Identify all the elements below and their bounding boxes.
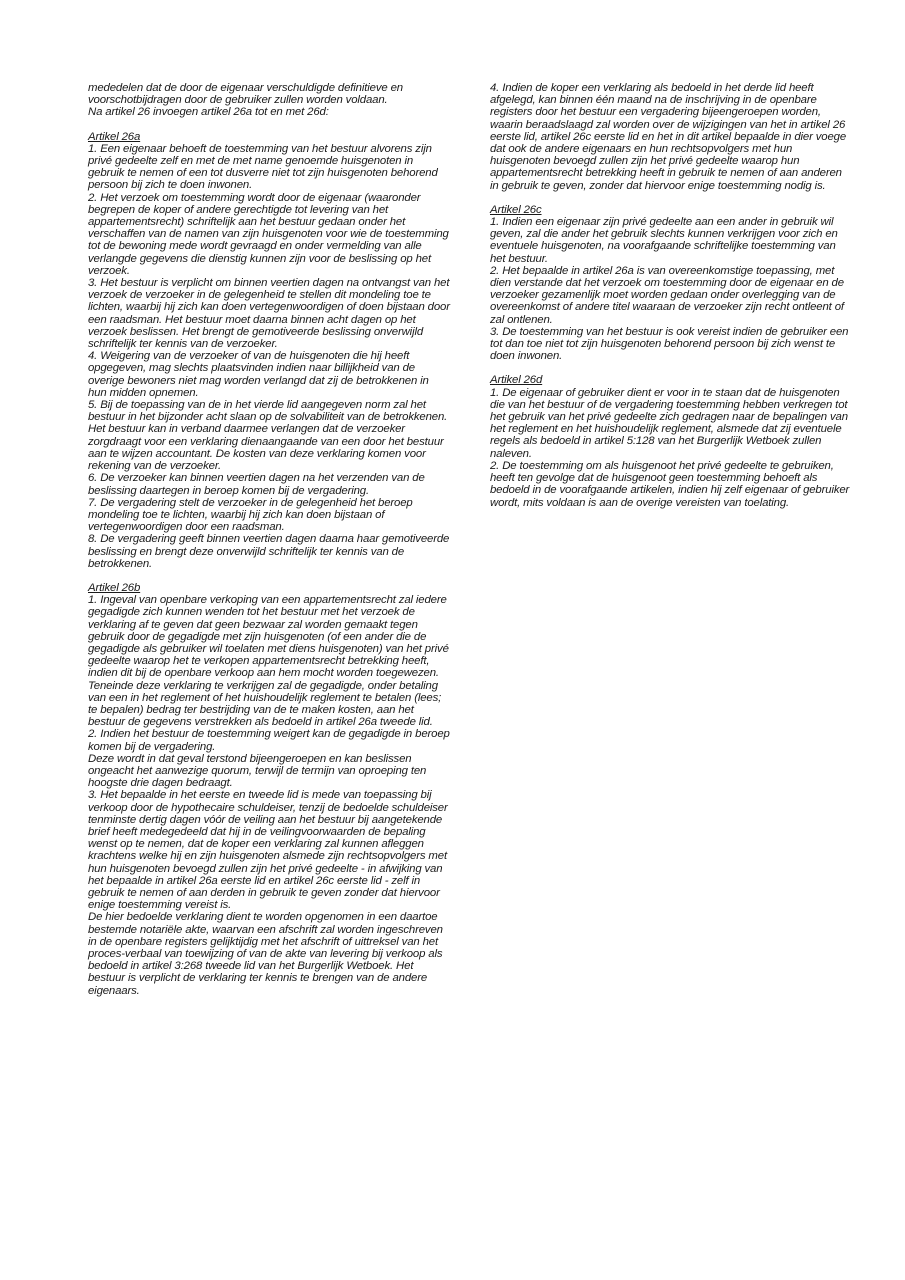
art26a-lid-1: 1. Een eigenaar behoeft de toestemming van het bestuur alvorens zijn privé gedeelte zelf en met de met name genoemde huisgenoten in gebruik te nemen of een tot dusverre niet tot zijn huisgenoten behorend persoon bij zich te doen inwonen. (88, 142, 438, 192)
heading-artikel-26c: Artikel 26c (490, 203, 542, 216)
art26b-lid-1-vervolg: Teneinde deze verklaring te verkrijgen zal de gegadigde, onder betaling van een in het reglement of het huishoudelijk reglement te betalen (lees; te bepalen) bedrag ter bestrijding van de te maken kosten, aan het bestuur de gegevens verstrekken als bedoeld in artikel 26a tweede lid. (88, 679, 442, 729)
art26a-lid-6: 6. De verzoeker kan binnen veertien dagen na het verzenden van de beslissing daartegen in beroep komen bij de vergadering. (88, 472, 425, 497)
art26b-lid-1: 1. Ingeval van openbare verkoping van een appartementsrecht zal iedere gegadigde zich kunnen wenden tot het bestuur met het verzoek de verklaring af te geven dat geen bezwaar zal worden gemaakt tegen gebruik door de gegadigde met zijn huisgenoten (of een ander die de gegadigde als gebruiker wil toelaten met diens huisgenoten) van het privé gedeelte waarop het te verkopen appartementsrecht betrekking heeft, indien dit bij de openbare verkoop aan hem mocht worden toegewezen. (88, 594, 449, 680)
intro-paragraph-2: Na artikel 26 invoegen artikel 26a tot en met 26d: (88, 106, 329, 119)
right-column (490, 82, 852, 509)
art26d-lid-2: 2. De toestemming om als huisgenoot het privé gedeelte te gebruiken, heeft ten gevolge dat de huisgenoot geen toestemming behoeft als bedoeld in de voorafgaande artikelen, indien hij zelf eigenaar of gebruiker wordt, mits voldaan is aan de overige vereisten van toelating. (490, 459, 850, 509)
art26c-lid-2: 2. Het bepaalde in artikel 26a is van overeenkomstige toepassing, met dien verstande dat het verzoek om toestemming door de eigenaar en de verzoeker gezamenlijk moet worden gedaan onder overlegging van de overeenkomst of andere titel waaraan de verzoeker zijn recht ontleent of zal ontlenen. (490, 264, 844, 326)
art26b-lid-4: 4. Indien de koper een verklaring als bedoeld in het derde lid heeft afgelegd, kan binnen één maand na de inschrijving in de openbare registers door het bestuur een vergadering bijeengeroepen worden, waarin beraadslaagd zal worden over de wijzigingen van het in artikel 26 eerste lid, artikel 26c eerste lid en het in dit artikel bepaalde in dier voege dat ook de andere eigenaars en hun rechtsopvolgers met hun huisgenoten bevoegd zullen zijn het privé gedeelte waarop hun appartementsrecht betrekking heeft in gebruik te nemen of aan anderen in gebruik te geven, zonder dat hiervoor enige toestemming nodig is. (490, 82, 847, 192)
art26b-lid-2: 2. Indien het bestuur de toestemming weigert kan de gegadigde in beroep komen bij de vergadering. (88, 728, 450, 753)
heading-artikel-26b: Artikel 26b (88, 581, 141, 594)
art26a-lid-2: 2. Het verzoek om toestemming wordt door de eigenaar (waaronder begrepen de koper of andere gerechtigde tot levering van het appartementsrecht) schriftelijk aan het bestuur gedaan onder het verschaffen van de namen van zijn huisgenoten voor wie de toestemming tot de bewoning mede wordt gevraagd en onder vermelding van alle verlangde gegevens die dienstig kunnen zijn voor de beslissing op het verzoek. (88, 191, 449, 277)
art26a-lid-8: 8. De vergadering geeft binnen veertien dagen daarna haar gemotiveerde beslissing en brengt deze onverwijld schriftelijk ter kennis van de betrokkenen. (88, 533, 450, 570)
art26d-lid-1: 1. De eigenaar of gebruiker dient er voor in te staan dat de huisgenoten die van het bestuur of de vergadering toestemming hebben verkregen tot het gebruik van het privé gedeelte zich gedragen naar de bepalingen van het reglement en het huishoudelijk reglement, alsmede dat zij eventuele regels als bedoeld in artikel 5:128 van het Burgerlijk Wetboek zullen naleven. (490, 386, 848, 460)
art26c-lid-1: 1. Indien een eigenaar zijn privé gedeelte aan een ander in gebruik wil geven, zal die ander het gebruik slechts kunnen verkrijgen voor zich en eventuele huisgenoten, na voorafgaande schriftelijke toestemming van het bestuur. (490, 216, 838, 265)
art26b-lid-3-vervolg: De hier bedoelde verklaring dient te worden opgenomen in een daartoe bestemde notariële akte, waarvan een afschrift zal worden ingeschreven in de openbare registers gelijktijdig met het afschrift of uittreksel van het proces-verbaal van toewijzing of van de akte van levering bij verkoop als bedoeld in artikel 3:268 tweede lid van het Burgerlijk Wetboek. Het bestuur is verplicht de verklaring ter kennis te brengen van de andere eigenaars. (88, 911, 443, 997)
art26a-lid-4: 4. Weigering van de verzoeker of van de huisgenoten die hij heeft opgegeven, mag slechts plaatsvinden indien naar billijkheid van de overige bewoners niet mag worden verlangd dat zij de betrokkenen in hun midden opnemen. (88, 350, 429, 399)
art26a-lid-5: 5. Bij de toepassing van de in het vierde lid aangegeven norm zal het bestuur in het bijzonder acht slaan op de solvabiliteit van de betrokkenen. Het bestuur kan in verband daarmee verlangen dat de verzoeker zorgdraagt voor een verklaring dienaangaande van een door het bestuur aan te wijzen accountant. De kosten van deze verklaring komen voor rekening van de verzoeker. (88, 399, 448, 473)
art26a-lid-7: 7. De vergadering stelt de verzoeker in de gelegenheid het beroep mondeling toe te lichten, waarbij hij zich kan doen bijstaan of vertegenwoordigen door een raadsman. (88, 496, 413, 534)
intro-paragraph-1: mededelen dat de door de eigenaar verschuldigde definitieve en voorschotbijdragen door de gebruiker zullen worden voldaan. (88, 82, 403, 107)
art26c-lid-3: 3. De toestemming van het bestuur is ook vereist indien de gebruiker een tot dan toe niet tot zijn huisgenoten behorend persoon bij zich wenst te doen inwonen. (490, 325, 849, 363)
art26b-lid-2-vervolg: Deze wordt in dat geval terstond bijeengeroepen en kan beslissen ongeacht het aanwezige quorum, terwijl de termijn van oproeping ten hoogste drie dagen bedraagt. (88, 752, 427, 790)
art26a-lid-3: 3. Het bestuur is verplicht om binnen veertien dagen na ontvangst van het verzoek de verzoeker in de gelegenheid te stellen dit mondeling toe te lichten, waarbij hij zich kan doen vertegenwoordigen of doen bijstaan door een raadsman. Het bestuur moet daarna binnen acht dagen op het verzoek beslissen. Het brengt de gemotiveerde beslissing onverwijld schriftelijk ter kennis van de verzoeker. (88, 277, 450, 351)
heading-artikel-26d: Artikel 26d (490, 374, 543, 387)
heading-artikel-26a: Artikel 26a (88, 130, 141, 143)
art26b-lid-3: 3. Het bepaalde in het eerste en tweede lid is mede van toepassing bij verkoop door de hypothecaire schuldeiser, tenzij de bedoelde schuldeiser tenminste dertig dagen vóór de veiling aan het bestuur bij aangetekende brief heeft medegedeeld dat hij in de veilingvoorwaarden de bepaling wenst op te nemen, dat de koper een verklaring zal kunnen afleggen krachtens welke hij en zijn huisgenoten alsmede zijn rechtsopvolgers met hun huisgenoten bevoegd zullen zijn het privé gedeelte - in afwijking van het bepaalde in artikel 26a eerste lid en artikel 26c eerste lid - zelf in gebruik te nemen of aan derden in gebruik te geven zonder dat hiervoor enige toestemming vereist is. (88, 789, 448, 912)
left-column (88, 82, 450, 997)
